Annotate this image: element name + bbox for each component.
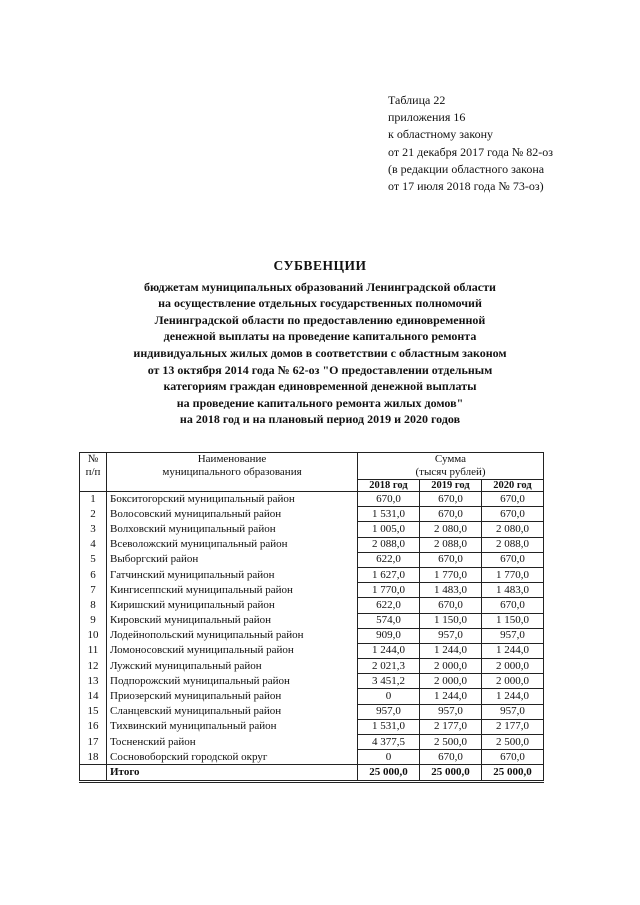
table-row	[80, 522, 544, 537]
amount-2020: 670,0	[482, 598, 544, 613]
amount-2020: 2 177,0	[482, 719, 544, 734]
total-label: Итого	[107, 765, 358, 781]
table-row	[80, 507, 544, 522]
table-row	[80, 537, 544, 552]
column-header-sum	[358, 453, 544, 480]
table-row	[80, 689, 544, 704]
table-row	[80, 643, 544, 658]
title-line: денежной выплаты на проведение капитального ремонта	[163, 329, 477, 344]
municipality-name: Тосненский район	[107, 735, 358, 750]
row-number: 4	[80, 537, 107, 552]
amount-2020: 2 000,0	[482, 674, 544, 689]
row-number: 10	[80, 628, 107, 643]
amendment-date-line: от 17 июля 2018 года № 73-оз)	[388, 179, 544, 194]
amount-2018: 1 244,0	[358, 643, 420, 658]
column-header-name-line1: Наименование	[197, 453, 267, 465]
total-2020: 25 000,0	[482, 765, 544, 781]
table-row	[80, 598, 544, 613]
table-row	[80, 659, 544, 674]
row-number: 18	[80, 750, 107, 765]
title-line: на осуществление отдельных государственных полномочий	[158, 296, 482, 311]
row-number: 6	[80, 567, 107, 582]
row-number: 13	[80, 674, 107, 689]
table-row	[80, 583, 544, 598]
amount-2018: 2 021,3	[358, 659, 420, 674]
amount-2018: 1 005,0	[358, 522, 420, 537]
row-number: 16	[80, 719, 107, 734]
title-line: индивидуальных жилых домов в соответствии с областным законом	[133, 345, 507, 360]
amount-2020: 2 088,0	[482, 537, 544, 552]
amount-2019: 2 000,0	[420, 674, 482, 689]
amount-2019: 1 244,0	[420, 689, 482, 704]
amount-2019: 670,0	[420, 492, 482, 507]
municipality-name: Лодейнопольский муниципальный район	[107, 628, 358, 643]
table-number: Таблица 22	[388, 93, 446, 107]
amount-2020: 670,0	[482, 507, 544, 522]
table-row	[80, 719, 544, 734]
column-header-name-line2: муниципального образования	[162, 466, 302, 478]
amount-2020: 2 000,0	[482, 659, 544, 674]
title-line: на проведение капитального ремонта жилых домов"	[176, 395, 464, 410]
amount-2019: 1 770,0	[420, 567, 482, 582]
table-row	[80, 552, 544, 567]
amount-2018: 0	[358, 750, 420, 765]
row-number: 8	[80, 598, 107, 613]
document-title	[60, 258, 580, 428]
page-title: СУБВЕНЦИИ	[273, 258, 367, 273]
row-number: 14	[80, 689, 107, 704]
amount-2018: 957,0	[358, 704, 420, 719]
amount-2019: 2 080,0	[420, 522, 482, 537]
municipality-name: Кировский муниципальный район	[107, 613, 358, 628]
table-row	[80, 704, 544, 719]
municipality-name: Ломоносовский муниципальный район	[107, 643, 358, 658]
row-number: 17	[80, 735, 107, 750]
title-line: Ленинградской области по предоставлению единовременной	[154, 312, 486, 327]
row-number: 12	[80, 659, 107, 674]
amount-2018: 4 377,5	[358, 735, 420, 750]
column-header-number-line2: п/п	[85, 466, 101, 478]
municipality-name: Кингисеппский муниципальный район	[107, 583, 358, 598]
title-line: категориям граждан единовременной денежной выплаты	[163, 379, 477, 394]
row-number: 15	[80, 704, 107, 719]
row-number: 11	[80, 643, 107, 658]
total-row-number	[80, 765, 107, 781]
column-header-year-2019: 2019 год	[420, 480, 482, 492]
amount-2018: 1 531,0	[358, 719, 420, 734]
column-header-name	[107, 453, 358, 492]
municipality-name: Всеволожский муниципальный район	[107, 537, 358, 552]
amount-2020: 1 244,0	[482, 689, 544, 704]
law-date-line: от 21 декабря 2017 года № 82-оз	[388, 144, 554, 159]
amount-2020: 2 080,0	[482, 522, 544, 537]
column-header-number-line1: №	[87, 453, 99, 465]
column-header-year-2018: 2018 год	[358, 480, 420, 492]
amount-2019: 957,0	[420, 628, 482, 643]
total-2019: 25 000,0	[420, 765, 482, 781]
title-line: бюджетам муниципальных образований Ленинградской области	[144, 279, 496, 294]
row-number: 7	[80, 583, 107, 598]
amount-2020: 2 500,0	[482, 735, 544, 750]
amount-2018: 1 531,0	[358, 507, 420, 522]
amount-2018: 622,0	[358, 598, 420, 613]
amount-2018: 0	[358, 689, 420, 704]
municipality-name: Лужский муниципальный район	[107, 659, 358, 674]
municipality-name: Подпорожский муниципальный район	[107, 674, 358, 689]
municipality-name: Бокситогорский муниципальный район	[107, 492, 358, 507]
amount-2019: 670,0	[420, 750, 482, 765]
municipality-name: Гатчинский муниципальный район	[107, 567, 358, 582]
amount-2020: 1 770,0	[482, 567, 544, 582]
row-number: 5	[80, 552, 107, 567]
amount-2020: 1 150,0	[482, 613, 544, 628]
appendix-number: приложения 16	[388, 110, 466, 125]
amount-2018: 3 451,2	[358, 674, 420, 689]
total-2018: 25 000,0	[358, 765, 420, 781]
table-row	[80, 735, 544, 750]
amount-2019: 2 000,0	[420, 659, 482, 674]
law-reference-header	[388, 92, 553, 195]
amount-2019: 670,0	[420, 552, 482, 567]
amount-2020: 670,0	[482, 750, 544, 765]
amount-2019: 1 150,0	[420, 613, 482, 628]
municipality-name: Волховский муниципальный район	[107, 522, 358, 537]
row-number: 2	[80, 507, 107, 522]
amount-2018: 909,0	[358, 628, 420, 643]
amount-2020: 670,0	[482, 492, 544, 507]
column-header-sum-line1: Сумма	[434, 453, 467, 465]
column-header-sum-line2: (тысяч рублей)	[415, 466, 486, 478]
municipality-name: Киришский муниципальный район	[107, 598, 358, 613]
amount-2020: 957,0	[482, 704, 544, 719]
municipality-name: Выборгский район	[107, 552, 358, 567]
amount-2019: 2 088,0	[420, 537, 482, 552]
municipality-name: Тихвинский муниципальный район	[107, 719, 358, 734]
amount-2019: 2 500,0	[420, 735, 482, 750]
amount-2019: 1 244,0	[420, 643, 482, 658]
amount-2019: 2 177,0	[420, 719, 482, 734]
column-header-year-2020: 2020 год	[482, 480, 544, 492]
table-row	[80, 613, 544, 628]
amount-2018: 574,0	[358, 613, 420, 628]
row-number: 1	[80, 492, 107, 507]
amount-2018: 622,0	[358, 552, 420, 567]
amount-2020: 1 244,0	[482, 643, 544, 658]
title-line: от 13 октября 2014 года № 62-оз "О предоставлении отдельным	[147, 362, 493, 377]
amount-2018: 2 088,0	[358, 537, 420, 552]
amount-2018: 670,0	[358, 492, 420, 507]
amount-2019: 670,0	[420, 507, 482, 522]
table-row	[80, 628, 544, 643]
municipality-name: Приозерский муниципальный район	[107, 689, 358, 704]
table-row	[80, 492, 544, 507]
row-number: 9	[80, 613, 107, 628]
table-row	[80, 567, 544, 582]
amount-2020: 957,0	[482, 628, 544, 643]
amount-2018: 1 770,0	[358, 583, 420, 598]
title-line: на 2018 год и на плановый период 2019 и 2020 годов	[179, 412, 461, 427]
table-row	[80, 674, 544, 689]
amount-2019: 670,0	[420, 598, 482, 613]
amount-2020: 1 483,0	[482, 583, 544, 598]
amount-2019: 1 483,0	[420, 583, 482, 598]
municipality-name: Сланцевский муниципальный район	[107, 704, 358, 719]
column-header-number	[80, 453, 107, 492]
municipality-name: Волосовский муниципальный район	[107, 507, 358, 522]
municipality-name: Сосновоборский городской округ	[107, 750, 358, 765]
row-number: 3	[80, 522, 107, 537]
total-row	[80, 765, 544, 781]
subventions-table	[79, 452, 544, 783]
table-row	[80, 750, 544, 765]
amount-2019: 957,0	[420, 704, 482, 719]
amount-2020: 670,0	[482, 552, 544, 567]
amount-2018: 1 627,0	[358, 567, 420, 582]
amendment-line: (в редакции областного закона	[388, 161, 545, 176]
law-reference-line: к областному закону	[388, 127, 494, 142]
